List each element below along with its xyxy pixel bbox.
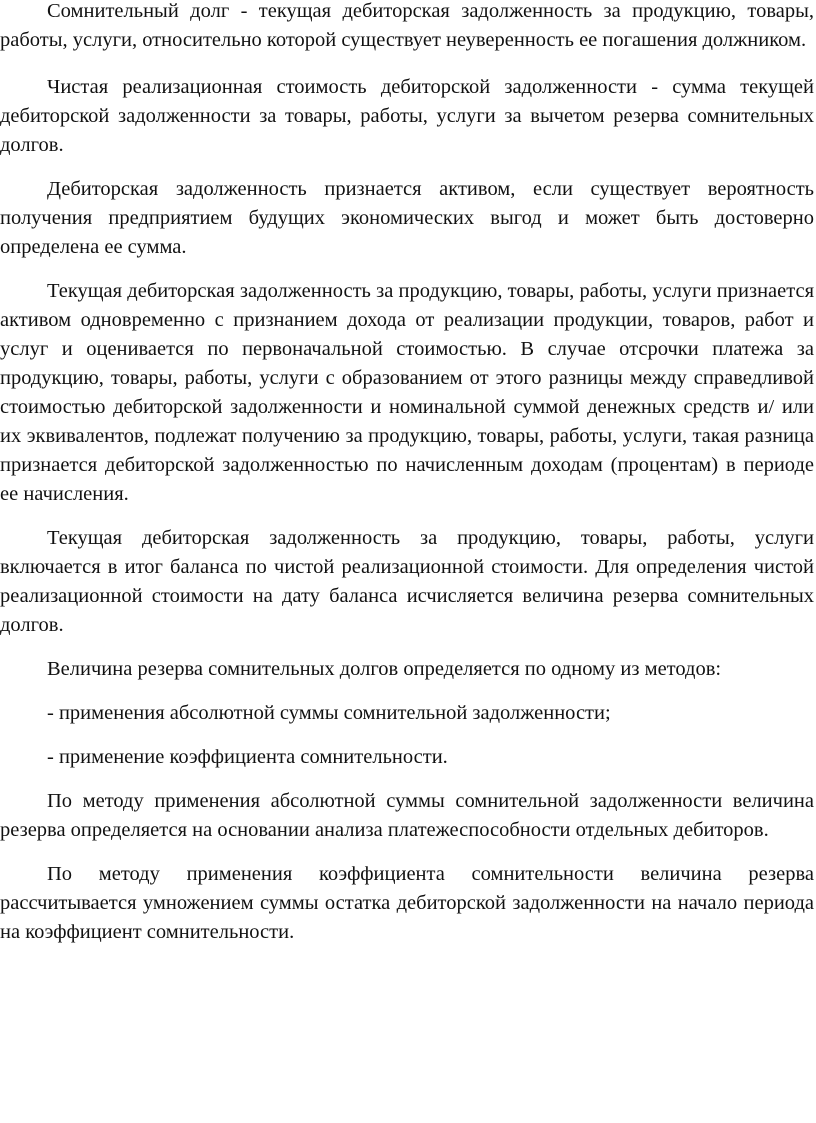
paragraph-coefficient-method: По методу применения коэффициента сомнительности величина резерва рассчитывается умножением суммы остатка дебиторской задолженности на начало периода на коэффициент сомнительности.: [0, 863, 814, 943]
paragraph-balance-inclusion: Текущая дебиторская задолженность за продукцию, товары, работы, услуги включается в итог баланса по чистой реализационной стоимости. Для определения чистой реализационной стоимости на дату баланса исчисляется величина резерва сомнительных долгов.: [0, 527, 814, 636]
list-item-coefficient-method: - применение коэффициента сомнительности.: [47, 746, 448, 768]
paragraph-absolute-sum-method: По методу применения абсолютной суммы сомнительной задолженности величина резерва определяется на основании анализа платежеспособности отдельных дебиторов.: [0, 790, 814, 841]
list-item-absolute-sum-method: - применения абсолютной суммы сомнительной задолженности;: [47, 702, 611, 724]
paragraph-doubtful-debt-definition: Сомнительный долг - текущая дебиторская задолженность за продукцию, товары, работы, услуги, относительно которой существует неуверенность ее погашения должником.: [0, 0, 814, 51]
paragraph-reserve-methods-intro: Величина резерва сомнительных долгов определяется по одному из методов:: [47, 658, 722, 680]
paragraph-net-realizable-value: Чистая реализационная стоимость дебиторской задолженности - сумма текущей дебиторской задолженности за товары, работы, услуги за вычетом резерва сомнительных долгов.: [0, 76, 814, 156]
paragraph-asset-recognition: Дебиторская задолженность признается активом, если существует вероятность получения предприятием будущих экономических выгод и может быть достоверно определена ее сумма.: [0, 178, 814, 258]
paragraph-current-receivables-recognition: Текущая дебиторская задолженность за продукцию, товары, работы, услуги признается активом одновременно с признанием дохода от реализации продукции, товаров, работ и услуг и оценивается по первоначальной стоимостью. В случае отсрочки платежа за продукцию, товары, работы, услуги с образованием от этого разницы между справедливой стоимостью дебиторской задолженности и номинальной суммой денежных средств и/ или их эквивалентов, подлежат получению за продукцию, товары, работы, услуги, такая разница признается дебиторской задолженностью по начисленным доходам (процентам) в периоде ее начисления.: [0, 280, 814, 505]
